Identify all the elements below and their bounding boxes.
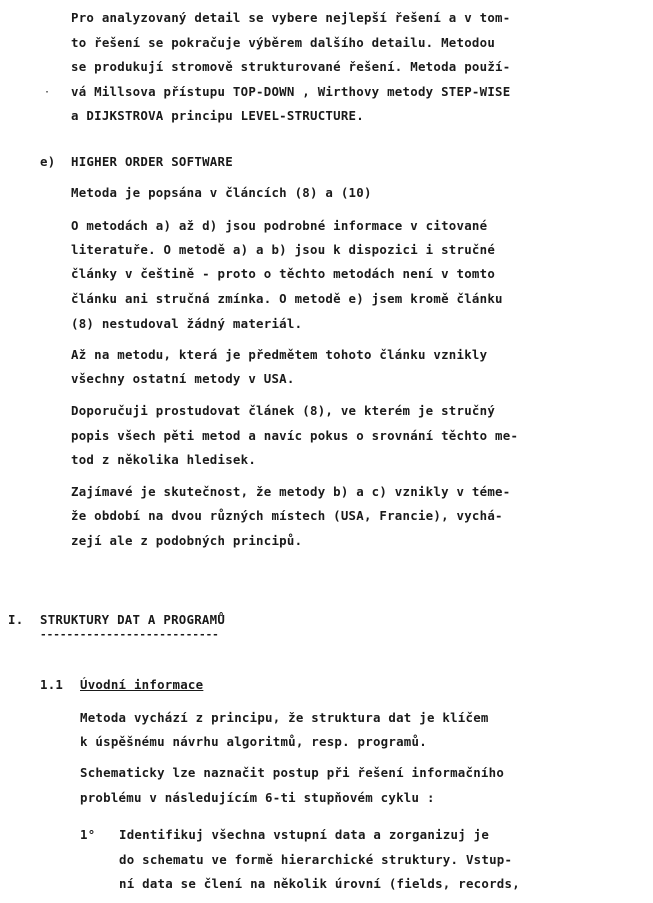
subsection-title: Úvodní informace [80, 677, 204, 692]
text-line: Pro analyzovaný detail se vybere nejlepší řešení a v tom- [71, 10, 511, 25]
text-line: literatuře. O metodě a) a b) jsou k dispozici i stručné [71, 242, 496, 257]
text-line: vá Millsova přístupu TOP-DOWN , Wirthovy metody STEP-WISE [71, 84, 511, 99]
text-line: to řešení se pokračuje výběrem dalšího detailu. Metodou [71, 35, 496, 50]
text-line: se produkují stromově strukturované řešení. Metoda použí- [71, 59, 511, 74]
text-line: (8) nestudoval žádný materiál. [71, 316, 303, 331]
text-line: do schematu ve formě hierarchické struktury. Vstup- [119, 852, 513, 867]
text-line: popis všech pěti metod a navíc pokus o srovnání těchto me- [71, 428, 519, 443]
scan-mark: · [44, 87, 51, 98]
text-line: tod z několika hledisek. [71, 452, 257, 467]
text-line: Doporučuji prostudovat článek (8), ve kterém je stručný [71, 403, 496, 418]
text-line: Metoda vychází z principu, že struktura dat je klíčem [80, 710, 489, 725]
text-line: Schematicky lze naznačit postup při řešení informačního [80, 765, 505, 780]
text-line: Zajímavé je skutečnost, že metody b) a c) vznikly v téme- [71, 484, 511, 499]
text-line: a DIJKSTROVA principu LEVEL-STRUCTURE. [71, 108, 364, 123]
text-line: článku ani stručná zmínka. O metodě e) jsem kromě článku [71, 291, 503, 306]
step-number: 1° [80, 827, 96, 842]
subsection-number: 1.1 [40, 677, 64, 692]
text-line: Identifikuj všechna vstupní data a zorganizuj je [119, 827, 490, 842]
text-line: O metodách a) až d) jsou podrobné informace v citované [71, 218, 488, 233]
chapter-number: I. [8, 612, 24, 627]
section-title: HIGHER ORDER SOFTWARE [71, 154, 233, 169]
section-label: e) [40, 154, 56, 169]
text-line: všechny ostatní metody v USA. [71, 371, 295, 386]
text-line: zejí ale z podobných principů. [71, 533, 303, 548]
text-line: Metoda je popsána v článcích (8) a (10) [71, 185, 372, 200]
text-line: že období na dvou různých místech (USA, Francie), vychá- [71, 508, 503, 523]
text-line: problému v následujícím 6-ti stupňovém cyklu : [80, 790, 435, 805]
chapter-title: STRUKTURY DAT A PROGRAMŮ [40, 612, 226, 627]
text-line: k úspěšnému návrhu algoritmů, resp. programů. [80, 734, 427, 749]
text-line: ní data se člení na několik úrovní (fields, records, [119, 876, 520, 891]
chapter-underline: --------------------------- [40, 628, 219, 641]
text-line: články v češtině - proto o těchto metodách není v tomto [71, 266, 496, 281]
text-line: Až na metodu, která je předmětem tohoto článku vznikly [71, 347, 488, 362]
